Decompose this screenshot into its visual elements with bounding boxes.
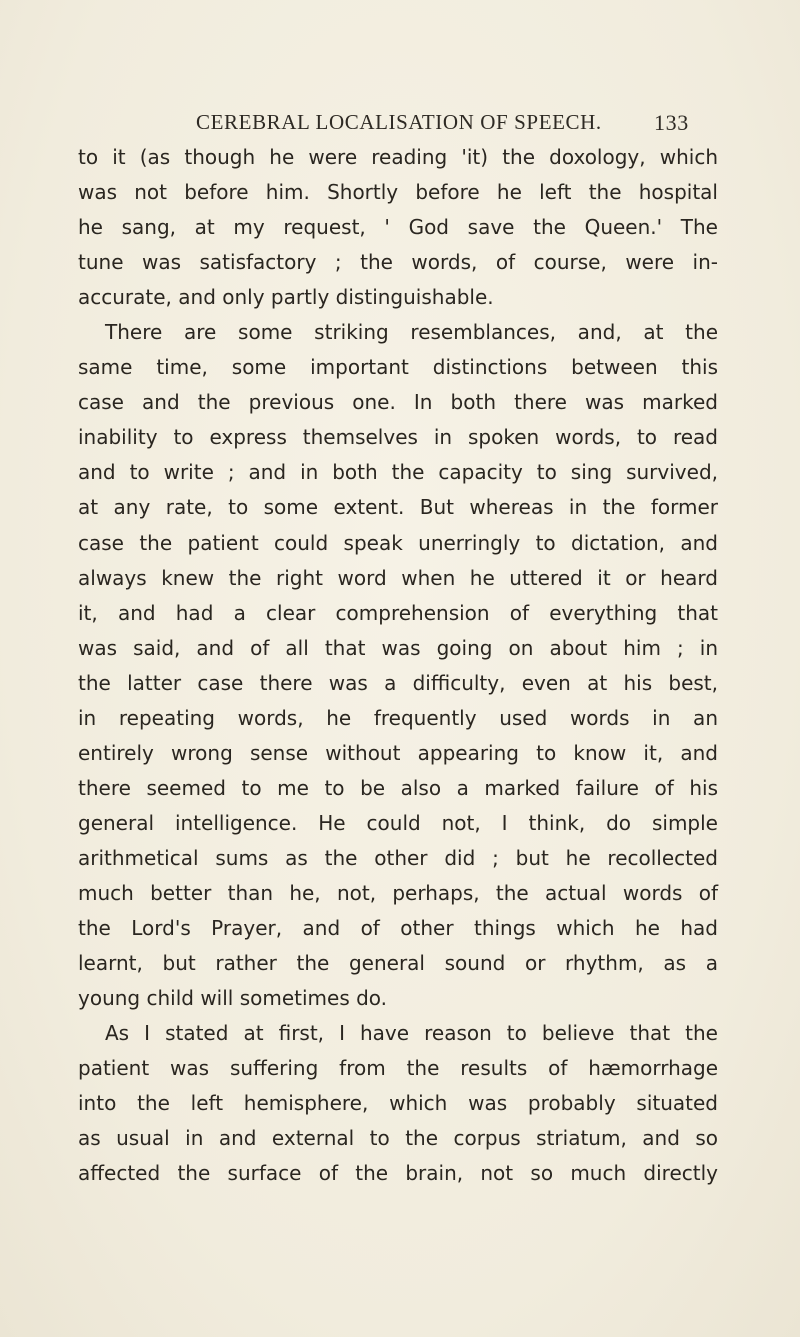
body-text [78, 140, 718, 1191]
text-line: patient was suffering from the results of hæmorrhage [78, 1056, 718, 1081]
running-title: CEREBRAL LOCALISATION OF SPEECH. [196, 110, 602, 134]
text-line: at any rate, to some extent. But whereas in the former [78, 495, 718, 520]
text-line: in repeating words, he frequently used words in an [78, 705, 718, 730]
text-line: always knew the right word when he uttered it or heard [78, 565, 718, 590]
text-line: the Lord's Prayer, and of other things which he had [78, 916, 718, 941]
text-line: was said, and of all that was going on about him ; in [78, 635, 718, 660]
text-line: to it (as though he were reading 'it) the doxology, which [78, 145, 718, 169]
text-line: case the patient could speak unerringly to dictation, and [78, 530, 718, 555]
text-line: inability to express themselves in spoken words, to read [78, 425, 718, 450]
page-number: 133 [654, 110, 689, 135]
text-line: tune was satisfactory ; the words, of course, were in- [78, 250, 718, 275]
text-line: it, and had a clear comprehension of everything that [78, 600, 718, 625]
text-line: learnt, but rather the general sound or rhythm, as a [78, 951, 718, 976]
text-line: arithmetical sums as the other did ; but he recollected [78, 845, 718, 870]
text-line: young child will sometimes do. [78, 986, 388, 1011]
text-line: accurate, and only partly distinguishable. [78, 285, 494, 310]
text-line: same time, some important distinctions between this [78, 355, 718, 380]
text-line: was not before him. Shortly before he left the hospital [78, 180, 718, 205]
text-line: general intelligence. He could not, I think, do simple [78, 810, 718, 835]
text-line: entirely wrong sense without appearing to know it, and [78, 740, 718, 765]
text-line: the latter case there was a difficulty, even at his best, [78, 670, 718, 695]
text-line: he sang, at my request, ' God save the Queen.' The [78, 215, 718, 240]
text-line: into the left hemisphere, which was probably situated [78, 1091, 718, 1116]
text-line: As I stated at first, I have reason to believe that the [105, 1021, 718, 1046]
text-line: there seemed to me to be also a marked failure of his [78, 775, 718, 800]
text-line: and to write ; and in both the capacity to sing survived, [78, 460, 718, 485]
text-line: case and the previous one. In both there was marked [78, 390, 718, 415]
text-line: as usual in and external to the corpus striatum, and so [78, 1126, 718, 1151]
text-line: much better than he, not, perhaps, the actual words of [78, 880, 718, 905]
text-line: There are some striking resemblances, and, at the [105, 320, 718, 345]
running-head [196, 110, 716, 140]
text-line: affected the surface of the brain, not so much directly [78, 1161, 718, 1186]
